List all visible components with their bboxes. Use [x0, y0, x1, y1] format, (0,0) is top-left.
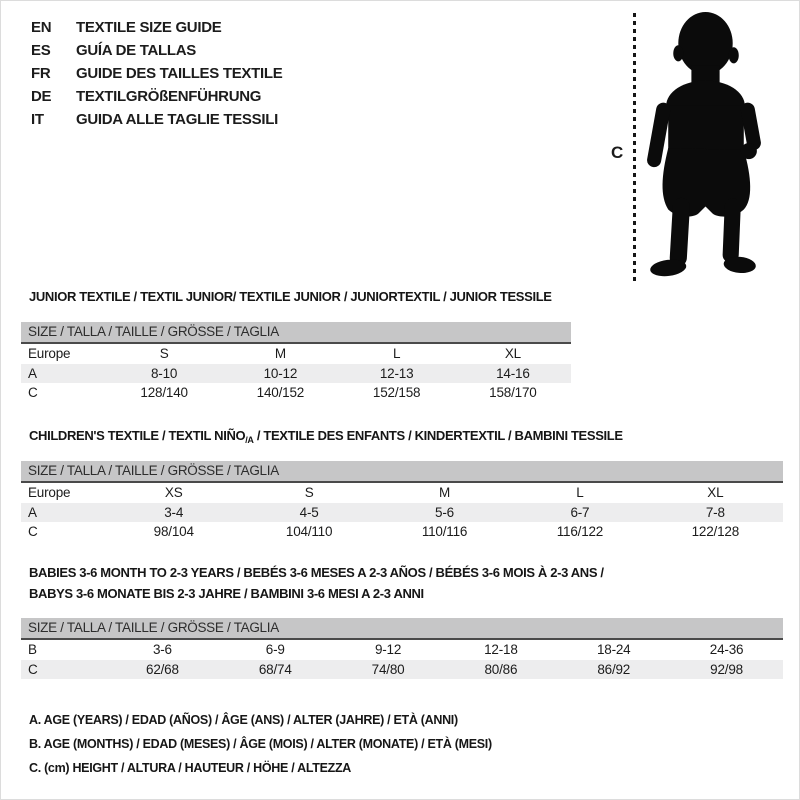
table-cell: 80/86: [484, 661, 518, 677]
row-label: Europe: [28, 485, 71, 501]
junior-title-text: JUNIOR TEXTILE / TEXTIL JUNIOR/ TEXTILE JUNIOR / JUNIORTEXTIL / JUNIOR TESSILE: [29, 289, 552, 304]
table-cell: 12-18: [484, 642, 518, 658]
children-title-subscript: /A: [245, 435, 254, 445]
lang-code: EN: [31, 19, 52, 36]
guide-title-es: GUÍA DE TALLAS: [76, 42, 196, 59]
lang-row-en: [31, 16, 282, 39]
junior-size-bar: SIZE / TALLA / TAILLE / GRÖSSE / TAGLIA: [21, 322, 571, 344]
table-cell: 158/170: [489, 385, 537, 401]
footnote-list: [29, 713, 492, 785]
table-cell: 98/104: [153, 524, 194, 540]
table-cell: XL: [504, 346, 521, 362]
table-cell: 10-12: [263, 365, 298, 381]
row-label: C: [28, 661, 38, 677]
babies-section-title: [29, 565, 604, 601]
guide-title-it: GUIDA ALLE TAGLIE TESSILI: [76, 111, 278, 128]
table-cell: 74/80: [371, 661, 405, 677]
table-cell: 18-24: [596, 642, 631, 658]
table-cell: 9-12: [374, 642, 402, 658]
table-cell: 68/74: [258, 661, 292, 677]
row-label: Europe: [28, 346, 71, 362]
guide-title-en: TEXTILE SIZE GUIDE: [76, 19, 222, 36]
table-cell: 62/68: [146, 661, 179, 677]
lang-row-it: [31, 108, 282, 131]
table-row-a: [21, 364, 571, 384]
row-label: A: [28, 504, 37, 520]
toddler-silhouette-icon: [646, 9, 764, 281]
babies-title-line1: BABIES 3-6 MONTH TO 2-3 YEARS / BEBÉS 3-6 MESES A 2-3 AÑOS / BÉBÉS 3-6 MOIS À 2-3 ANS /: [29, 565, 604, 580]
junior-size-table: [21, 322, 571, 403]
table-cell: 116/122: [556, 524, 604, 540]
table-row-b: [21, 640, 783, 660]
lang-code: DE: [31, 88, 52, 105]
lang-code: IT: [31, 111, 44, 128]
row-label: A: [28, 365, 37, 381]
table-cell: L: [392, 346, 401, 362]
table-row-c: [21, 383, 571, 403]
table-row-a: [21, 503, 783, 523]
guide-title-de: TEXTILGRÖßENFÜHRUNG: [76, 88, 262, 105]
table-cell: 152/158: [372, 385, 421, 401]
row-label: C: [28, 524, 38, 540]
table-cell: 5-6: [435, 504, 454, 520]
lang-row-de: [31, 85, 282, 108]
table-cell: 104/110: [285, 524, 333, 540]
footnote-b: B. AGE (MONTHS) / EDAD (MESES) / ÂGE (MOIS) / ALTER (MONATE) / ETÀ (MESI): [29, 737, 492, 751]
table-row-c: [21, 522, 783, 542]
language-title-list: [31, 16, 282, 131]
junior-section-title: [29, 289, 552, 304]
guide-title-fr: GUIDE DES TAILLES TEXTILE: [76, 65, 283, 82]
row-label: C: [28, 385, 38, 401]
babies-size-bar: SIZE / TALLA / TAILLE / GRÖSSE / TAGLIA: [21, 618, 783, 640]
table-row-c: [21, 660, 783, 680]
table-cell: 86/92: [597, 661, 631, 677]
table-cell: XS: [164, 485, 183, 501]
lang-row-fr: [31, 62, 282, 85]
babies-size-table: [21, 618, 783, 679]
table-cell: XL: [707, 485, 724, 501]
children-title-post: / TEXTILE DES ENFANTS / KINDERTEXTIL / BAMBINI TESSILE: [253, 428, 623, 443]
children-section-title: [29, 428, 623, 445]
table-cell: M: [274, 346, 286, 362]
children-size-bar: SIZE / TALLA / TAILLE / GRÖSSE / TAGLIA: [21, 461, 783, 483]
children-size-table: [21, 461, 783, 542]
height-measure-label: C: [611, 143, 624, 162]
footnote-c: C. (cm) HEIGHT / ALTURA / HAUTEUR / HÖHE / ALTEZZA: [29, 761, 352, 775]
table-row-europe: [21, 483, 783, 503]
table-cell: 92/98: [710, 661, 743, 677]
table-cell: 128/140: [140, 385, 188, 401]
table-cell: 4-5: [299, 504, 319, 520]
table-cell: 122/128: [691, 524, 740, 540]
table-cell: 24-36: [709, 642, 744, 658]
table-cell: 3-4: [164, 504, 184, 520]
table-cell: 14-16: [496, 365, 530, 381]
table-cell: 6-9: [265, 642, 285, 658]
table-cell: 8-10: [151, 365, 178, 381]
footnote-a: A. AGE (YEARS) / EDAD (AÑOS) / ÂGE (ANS) / ALTER (JAHRE) / ETÀ (ANNI): [29, 713, 458, 727]
row-label: B: [28, 642, 37, 658]
lang-code: FR: [31, 65, 51, 82]
table-cell: 12-13: [379, 365, 414, 381]
table-cell: 3-6: [152, 642, 172, 658]
table-cell: 140/152: [256, 385, 305, 401]
table-cell: S: [304, 485, 314, 501]
babies-title-line2: BABYS 3-6 MONATE BIS 2-3 JAHRE / BAMBINI 3-6 MESI A 2-3 ANNI: [29, 586, 424, 601]
table-cell: M: [438, 485, 451, 501]
table-cell: L: [576, 485, 584, 501]
children-title-pre: CHILDREN'S TEXTILE / TEXTIL NIÑO: [29, 428, 246, 443]
height-measure-dashed-line: [633, 13, 636, 281]
table-row-europe: [21, 344, 571, 364]
table-cell: S: [159, 346, 169, 362]
lang-code: ES: [31, 42, 51, 59]
table-cell: 6-7: [570, 504, 590, 520]
table-cell: 7-8: [705, 504, 725, 520]
lang-row-es: [31, 39, 282, 62]
table-cell: 110/116: [421, 524, 468, 540]
